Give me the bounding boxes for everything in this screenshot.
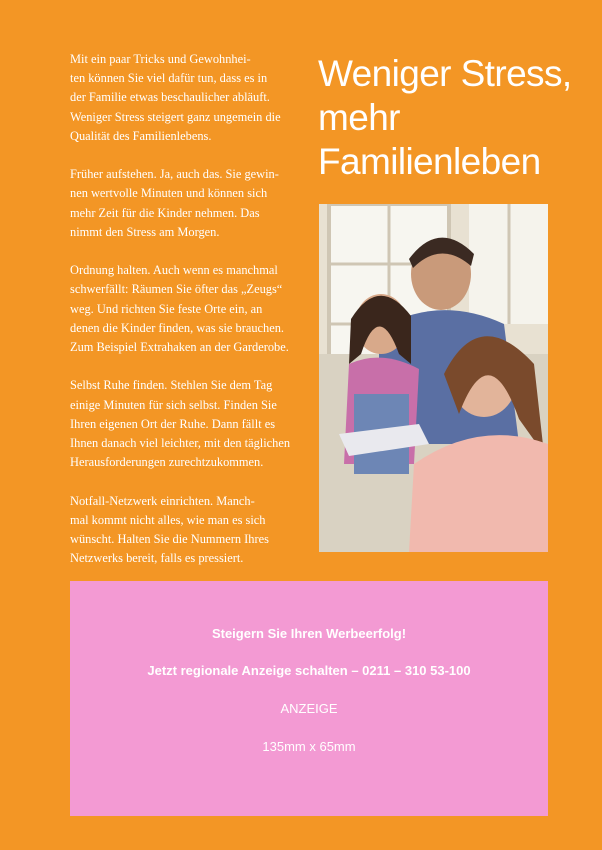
text-line: schwerfällt: Räumen Sie öfter das „Zeugs“ (70, 282, 283, 297)
article-body (70, 50, 310, 588)
text-line: Selbst Ruhe finden. Stehlen Sie dem Tag (70, 378, 273, 393)
text-line: einige Minuten für sich selbst. Finden Sie (70, 397, 277, 412)
text-line: Ihnen danach viel leichter, mit den täglichen (70, 436, 291, 451)
tip-paragraph-order (70, 261, 310, 357)
title-line: Weniger Stress, (318, 53, 572, 94)
page-title (318, 52, 578, 184)
ad-call-to-action: Jetzt regionale Anzeige schalten – 0211 – 310 53-100 (147, 663, 471, 678)
text-line: Qualität des Familienlebens. (70, 128, 212, 143)
ad-size: 135mm x 65mm (262, 739, 356, 754)
text-line: Ordnung halten. Auch wenn es manchmal (70, 263, 278, 278)
title-line: Familienleben (318, 141, 541, 182)
ad-label: ANZEIGE (280, 701, 338, 716)
title-line: mehr (318, 97, 400, 138)
tip-paragraph-calm (70, 376, 310, 472)
text-line: Zum Beispiel Extrahaken an der Garderobe. (70, 340, 289, 355)
advertisement-box[interactable] (70, 581, 548, 816)
ad-slogan: Steigern Sie Ihren Werbeerfolg! (211, 626, 407, 641)
text-line: weg. Und richten Sie feste Orte ein, an (70, 301, 263, 316)
text-line: mal kommt nicht alles, wie man es sich (70, 512, 266, 527)
text-line: nimmt den Stress am Morgen. (70, 224, 220, 239)
text-line: wünscht. Halten Sie die Nummern Ihres (70, 532, 269, 547)
text-line: der Familie etwas beschaulicher abläuft. (70, 90, 270, 105)
family-photo-icon (319, 204, 548, 552)
text-line: nen wertvolle Minuten und können sich (70, 186, 268, 201)
text-line: ten können Sie viel dafür tun, dass es in (70, 71, 268, 86)
tip-paragraph-network (70, 492, 310, 569)
text-line: mehr Zeit für die Kinder nehmen. Das (70, 205, 260, 220)
text-line: Weniger Stress steigert ganz ungemein die (70, 109, 281, 124)
text-line: Notfall-Netzwerk einrichten. Manch- (70, 493, 255, 508)
text-line: Ihren eigenen Ort der Ruhe. Dann fällt es (70, 416, 276, 431)
text-line: Mit ein paar Tricks und Gewohnhei- (70, 52, 251, 66)
family-photo (319, 204, 548, 552)
text-line: denen die Kinder finden, was sie brauchen. (70, 320, 285, 335)
intro-paragraph (70, 50, 310, 146)
text-line: Früher aufstehen. Ja, auch das. Sie gewin- (70, 167, 279, 182)
text-line: Netzwerks bereit, falls es pressiert. (70, 551, 244, 566)
tip-paragraph-early (70, 165, 310, 242)
text-line: Herausforderungen zurechtzukommen. (70, 455, 264, 470)
